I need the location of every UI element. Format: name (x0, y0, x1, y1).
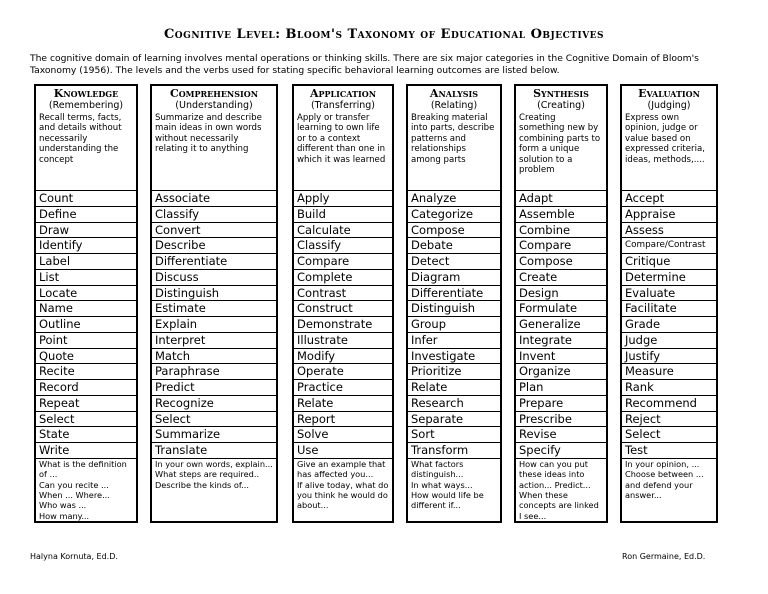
verb-cell: Use (294, 442, 392, 458)
verb-cell: Differentiate (152, 253, 276, 269)
verb-cell: Integrate (516, 332, 606, 348)
verb-cell: State (36, 426, 136, 442)
verb-cell: Recognize (152, 395, 276, 411)
column-subtitle: (Transferring) (310, 100, 376, 111)
verb-cell: Apply (294, 190, 392, 206)
verb-cell: Investigate (408, 348, 500, 364)
verb-cell: Outline (36, 316, 136, 332)
question-stem: When these concepts are linked I see... (519, 489, 599, 521)
column-description: Creating something new by combining parts to form a unique solution to a problem (519, 113, 601, 176)
verb-cell: Formulate (516, 300, 606, 316)
verb-cell: Generalize (516, 316, 606, 332)
column-title: Knowledge (53, 87, 119, 100)
question-stems (152, 458, 276, 521)
question-stems (622, 458, 716, 521)
verb-cell: Compare (294, 253, 392, 269)
column-subtitle: (Understanding) (175, 100, 253, 111)
verb-cell: Associate (152, 190, 276, 206)
verb-cell: Design (516, 285, 606, 301)
column-title: Synthesis (533, 87, 589, 100)
verb-cell: Combine (516, 222, 606, 238)
verb-cell: Select (622, 426, 716, 442)
verb-cell: Prioritize (408, 363, 500, 379)
verb-cell: Relate (294, 395, 392, 411)
verb-cell: Convert (152, 222, 276, 238)
verb-cell: Relate (408, 379, 500, 395)
verb-cell: Create (516, 269, 606, 285)
verb-cell: Select (152, 411, 276, 427)
question-stem: Describe the kinds of... (155, 479, 249, 490)
verb-cell: Analyze (408, 190, 500, 206)
verb-cell: Revise (516, 426, 606, 442)
verb-cell: Justify (622, 348, 716, 364)
verb-cell: Contrast (294, 285, 392, 301)
question-stems (36, 458, 136, 521)
verb-cell: Group (408, 316, 500, 332)
column-header (152, 86, 276, 190)
verb-cell: Recommend (622, 395, 716, 411)
verb-cell: Locate (36, 285, 136, 301)
column-title: Analysis (429, 87, 479, 100)
question-stems (408, 458, 500, 521)
footer-author-right: Ron Germaine, Ed.D. (622, 552, 706, 561)
verb-cell: Measure (622, 363, 716, 379)
verb-cell: Distinguish (152, 285, 276, 301)
column-description: Recall terms, facts, and details without necessarily understanding the concept (39, 113, 122, 165)
verb-cell: Explain (152, 316, 276, 332)
verb-cell: Separate (408, 411, 500, 427)
verb-cell: Paraphrase (152, 363, 276, 379)
column-application (292, 84, 394, 523)
verb-cell: Evaluate (622, 285, 716, 301)
column-header (36, 86, 136, 190)
verb-cell: Summarize (152, 426, 276, 442)
verb-cell: Compose (516, 253, 606, 269)
question-stem: If alive today, what do you think he would do about... (297, 479, 389, 511)
verb-cell: Practice (294, 379, 392, 395)
verb-cell: Adapt (516, 190, 606, 206)
verb-cell: Classify (294, 237, 392, 253)
verb-cell: Diagram (408, 269, 500, 285)
column-subtitle: (Relating) (430, 100, 478, 111)
column-header (622, 86, 716, 190)
question-stem: What factors distinguish... (411, 458, 464, 480)
verb-cell: Count (36, 190, 136, 206)
column-comprehension (150, 84, 278, 523)
verb-cell: Infer (408, 332, 500, 348)
question-stems (516, 458, 606, 521)
question-stem: In your opinion, ... (625, 458, 700, 469)
verb-cell: Assess (622, 222, 716, 238)
question-stem: When ... Where... (39, 489, 110, 500)
verb-cell: Classify (152, 206, 276, 222)
verb-cell: Organize (516, 363, 606, 379)
verb-cell: Specify (516, 442, 606, 458)
verb-cell: Plan (516, 379, 606, 395)
verb-cell: Complete (294, 269, 392, 285)
verb-cell: Recite (36, 363, 136, 379)
verb-cell: Test (622, 442, 716, 458)
verb-cell: Define (36, 206, 136, 222)
verb-cell: Solve (294, 426, 392, 442)
verb-cell: Judge (622, 332, 716, 348)
verb-cell: Differentiate (408, 285, 500, 301)
verb-cell: Build (294, 206, 392, 222)
question-stem: Choose between ... and defend your answer... (625, 469, 704, 500)
verb-cell: Assemble (516, 206, 606, 222)
verb-cell: Prepare (516, 395, 606, 411)
verb-cell: Name (36, 300, 136, 316)
verb-cell: Distinguish (408, 300, 500, 316)
verb-cell: Estimate (152, 300, 276, 316)
column-subtitle: (Creating) (537, 100, 585, 111)
question-stem: In your own words, explain... (155, 458, 273, 469)
verb-cell: Illustrate (294, 332, 392, 348)
verb-cell: Demonstrate (294, 316, 392, 332)
column-header (408, 86, 500, 190)
footer-author-left: Halyna Kornuta, Ed.D. (30, 552, 118, 561)
verb-cell: Compose (408, 222, 500, 238)
verb-cell: Translate (152, 442, 276, 458)
intro-paragraph: The cognitive domain of learning involves mental operations or thinking skills. There are six major categories in the Cognitive Domain of Bloom's Taxonomy (1956). The levels and the verbs used for stating specific behavioral learning outcomes are listed below. (30, 53, 699, 76)
verb-cell: Accept (622, 190, 716, 206)
column-title: Evaluation (638, 87, 700, 100)
verb-cell: Critique (622, 253, 716, 269)
question-stem: Give an example that has affected you... (297, 458, 386, 480)
column-title: Comprehension (169, 87, 259, 100)
verb-cell: Rank (622, 379, 716, 395)
column-subtitle: (Judging) (647, 100, 691, 111)
verb-cell: Reject (622, 411, 716, 427)
verb-cell: Compare/Contrast (622, 237, 716, 253)
question-stem: How can you put these ideas into action... Predict... (519, 458, 591, 490)
column-synthesis (514, 84, 608, 523)
verb-cell: Compare (516, 237, 606, 253)
verb-cell: Describe (152, 237, 276, 253)
column-analysis (406, 84, 502, 523)
question-stem: Who was ... (39, 500, 87, 511)
verb-cell: Debate (408, 237, 500, 253)
column-subtitle: (Remembering) (48, 100, 124, 111)
verb-cell: Quote (36, 348, 136, 364)
verb-cell: Select (36, 411, 136, 427)
verb-cell: Record (36, 379, 136, 395)
verb-cell: Facilitate (622, 300, 716, 316)
verb-cell: Report (294, 411, 392, 427)
question-stem: Can you recite ... (39, 479, 109, 490)
verb-cell: Research (408, 395, 500, 411)
question-stem: How many... (39, 510, 90, 521)
question-stem: How would life be different if... (411, 489, 484, 511)
verb-cell: Sort (408, 426, 500, 442)
verb-cell: Grade (622, 316, 716, 332)
question-stem: What steps are required.. (155, 469, 260, 480)
verb-cell: Detect (408, 253, 500, 269)
column-description: Summarize and describe main ideas in own words without necessarily relating it to anything (155, 113, 262, 155)
verb-cell: Categorize (408, 206, 500, 222)
verb-cell: Write (36, 442, 136, 458)
question-stems (294, 458, 392, 521)
verb-cell: Discuss (152, 269, 276, 285)
question-stem: In what ways... (411, 479, 473, 490)
verb-cell: Draw (36, 222, 136, 238)
verb-cell: Prescribe (516, 411, 606, 427)
verb-cell: Determine (622, 269, 716, 285)
verb-cell: Invent (516, 348, 606, 364)
column-description: Express own opinion, judge or value based on expressed criteria, ideas, methods,.... (625, 113, 705, 165)
verb-cell: Identify (36, 237, 136, 253)
question-stem: What is the definition of ... (39, 458, 127, 480)
verb-cell: Predict (152, 379, 276, 395)
verb-cell: Label (36, 253, 136, 269)
column-evaluation (620, 84, 718, 523)
column-description: Apply or transfer learning to own life or to a context different than one in which it was learned (297, 113, 386, 165)
verb-cell: Operate (294, 363, 392, 379)
column-header (516, 86, 606, 190)
column-title: Application (309, 87, 377, 100)
verb-cell: Repeat (36, 395, 136, 411)
column-header (294, 86, 392, 190)
verb-cell: Point (36, 332, 136, 348)
verb-cell: List (36, 269, 136, 285)
verb-cell: Appraise (622, 206, 716, 222)
verb-cell: Transform (408, 442, 500, 458)
verb-cell: Match (152, 348, 276, 364)
verb-cell: Modify (294, 348, 392, 364)
verb-cell: Construct (294, 300, 392, 316)
verb-cell: Calculate (294, 222, 392, 238)
column-knowledge (34, 84, 138, 523)
verb-cell: Interpret (152, 332, 276, 348)
page-title: Cognitive Level: Bloom's Taxonomy of Educational Objectives (163, 27, 605, 42)
column-description: Breaking material into parts, describe patterns and relationships among parts (411, 113, 495, 165)
